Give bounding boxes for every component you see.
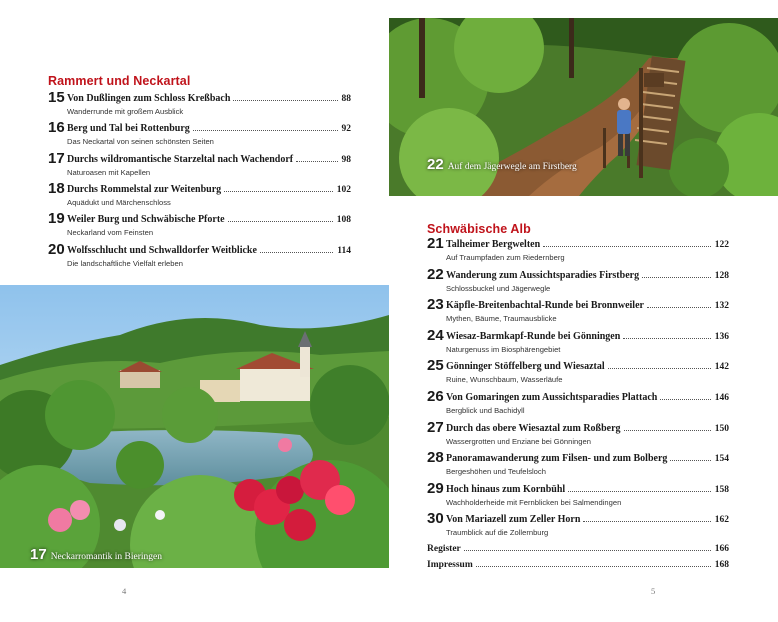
toc-entry-title: Durch das obere Wiesaztal zum Roßberg [446, 422, 621, 434]
dot-leader [193, 130, 338, 131]
toc-entry-number: 27 [427, 418, 444, 436]
toc-entry-number: 28 [427, 449, 444, 467]
toc-entry-subtitle: Wanderrunde mit großem Ausblick [67, 107, 184, 116]
toc-entry-page: 146 [714, 393, 729, 403]
dot-leader [608, 368, 711, 369]
dot-leader [224, 191, 333, 192]
toc-entry-page: 132 [714, 301, 729, 312]
toc-entry-title-row [67, 154, 351, 165]
toc-entry-title-row [67, 123, 351, 134]
toc-entry-title: Durchs Rommelstal zur Weitenburg [67, 183, 222, 195]
toc-entry-title: Talheimer Bergwelten [446, 239, 541, 250]
toc-entry-number: 26 [427, 388, 444, 405]
impressum-page: 168 [714, 560, 729, 570]
toc-entry-page: 98 [341, 154, 351, 165]
toc-entry-subtitle: Wassergrotten und Enziane bei Gönningen [446, 436, 591, 446]
section-title-rammert: Rammert und Neckartal [48, 74, 191, 88]
toc-entry-title-row [446, 423, 729, 434]
toc-entry-number: 18 [48, 179, 65, 197]
toc-entry-subtitle: Naturoasen mit Kapellen [67, 167, 151, 177]
toc-entry-page: 128 [714, 270, 729, 281]
dot-leader [464, 550, 711, 551]
toc-entry-title: Wolfsschlucht und Schwalldorfer Weitblicke [67, 244, 257, 256]
caption-number: 17 [30, 546, 47, 563]
toc-entry-title-row [446, 331, 729, 342]
toc-entry-subtitle: Neckarland vom Feinsten [67, 228, 154, 238]
toc-entry-number: 24 [427, 326, 444, 344]
dot-leader [647, 307, 711, 308]
toc-entry-number: 19 [48, 210, 65, 228]
toc-entry-page: 162 [714, 515, 729, 526]
toc-entry-title-row [446, 514, 729, 525]
toc-entry-title-row [446, 270, 729, 281]
toc-entry-page: 136 [714, 331, 729, 342]
toc-entry-title: Wanderung zum Aussichtsparadies Firstberg [446, 269, 640, 281]
toc-entry-title-row [446, 239, 729, 250]
toc-entry-title-row [67, 245, 351, 256]
toc-entry-subtitle: Schlossbuckel und Jägerwegle [446, 283, 551, 293]
caption-text: Auf dem Jägerwegle am Firstberg [447, 162, 577, 172]
toc-entry-number: 17 [48, 149, 65, 167]
toc-entry-subtitle: Auf Traumpfaden zum Riedernberg [446, 253, 565, 262]
dot-leader [583, 521, 710, 522]
toc-entry-page: 88 [341, 94, 351, 104]
toc-entry-page: 154 [714, 454, 729, 465]
toc-entry-title-row [446, 361, 729, 372]
toc-entry-title-row [446, 453, 729, 464]
toc-entry-title: Berg und Tal bei Rottenburg [67, 123, 190, 135]
toc-entry-number: 29 [427, 479, 444, 497]
caption-number: 22 [427, 156, 444, 173]
toc-entry-title-row [67, 93, 351, 104]
toc-entry-number: 15 [48, 89, 65, 106]
toc-entry-subtitle: Wachholderheide mit Fernblicken bei Salmendingen [446, 497, 622, 507]
toc-entry-subtitle: Naturgenuss im Biosphärengebiet [446, 344, 561, 354]
register-page: 166 [714, 544, 729, 554]
toc-entry-title: Weiler Burg und Schwäbische Pforte [67, 214, 225, 226]
toc-entry-title-row [67, 184, 351, 195]
toc-entry-number: 23 [427, 296, 444, 314]
dot-leader [543, 246, 711, 247]
toc-entry-page: 108 [336, 215, 351, 226]
toc-entry-title-row [446, 484, 729, 495]
toc-entry-page: 102 [336, 184, 351, 195]
toc-entry-number: 30 [427, 510, 444, 528]
photo-caption-17 [30, 546, 162, 563]
toc-entry-page: 122 [714, 240, 729, 250]
toc-entry-subtitle: Bergeshöhen und Teufelsloch [446, 467, 546, 477]
toc-register[interactable] [427, 544, 729, 554]
photo-neckar-bieringen [0, 285, 389, 568]
toc-entry-subtitle: Das Neckartal von seinen schönsten Seiten [67, 137, 214, 147]
toc-entry-page: 92 [341, 124, 351, 135]
toc-entry-subtitle: Bergblick und Bachidyll [446, 406, 525, 415]
toc-entry-number: 21 [427, 235, 444, 252]
dot-leader [476, 566, 711, 567]
toc-entry-title: Von Dußlingen zum Schloss Kreßbach [67, 93, 231, 104]
toc-impressum[interactable] [427, 560, 729, 570]
impressum-label: Impressum [427, 560, 473, 570]
register-label: Register [427, 544, 461, 554]
dot-leader [642, 277, 711, 278]
page-number-right: 5 [651, 586, 656, 596]
toc-entry-title: Käpfle-Breitenbachtal-Runde bei Bronnweiler [446, 300, 644, 312]
toc-entry-page: 114 [337, 245, 351, 256]
toc-entry-number: 16 [48, 119, 65, 137]
dot-leader [623, 338, 710, 339]
dot-leader [568, 491, 711, 492]
caption-text: Neckarromantik in Bieringen [50, 552, 163, 562]
toc-entry-number: 25 [427, 357, 444, 375]
dot-leader [296, 161, 337, 162]
toc-entry-title: Von Mariazell zum Zeller Horn [446, 514, 581, 526]
toc-entry-page: 158 [714, 484, 729, 495]
dot-leader [660, 399, 710, 400]
toc-entry-title: Gönninger Stöffelberg und Wiesaztal [446, 361, 605, 373]
dot-leader [624, 430, 711, 431]
toc-entry-title-row [67, 214, 351, 225]
dot-leader [670, 460, 710, 461]
toc-entry-page: 150 [714, 423, 729, 434]
toc-entry-subtitle: Mythen, Bäume, Traumausblicke [446, 314, 557, 324]
photo-caption-22 [427, 156, 577, 173]
toc-entry-number: 22 [427, 265, 444, 283]
toc-entry-title: Hoch hinaus zum Kornbühl [446, 483, 566, 495]
toc-entry-subtitle: Traumblick auf die Zollernburg [446, 528, 549, 538]
right-page [389, 0, 778, 622]
toc-entry-title-row [446, 392, 729, 403]
toc-entry-page: 142 [714, 362, 729, 373]
toc-entry-title-row [446, 300, 729, 311]
dot-leader [260, 252, 333, 253]
dot-leader [233, 100, 337, 101]
toc-entry-title: Von Gomaringen zum Aussichtsparadies Plattach [446, 392, 658, 403]
toc-entry-subtitle: Ruine, Wunschbaum, Wasserläufe [446, 375, 563, 385]
toc-entry-title: Panoramawanderung zum Filsen- und zum Bolberg [446, 453, 668, 465]
toc-entry-number: 20 [48, 240, 65, 258]
toc-entry-title: Wiesaz-Barmkapf-Runde bei Gönningen [446, 330, 621, 342]
toc-entry-subtitle: Aquädukt und Märchenschloss [67, 197, 171, 207]
section-title-schwaebische-alb: Schwäbische Alb [427, 222, 531, 236]
page-number-left: 4 [122, 586, 127, 596]
toc-entry-title: Durchs wildromantische Starzeltal nach Wachendorf [67, 153, 294, 165]
toc-entry-subtitle: Die landschaftliche Vielfalt erleben [67, 258, 183, 268]
dot-leader [228, 221, 333, 222]
